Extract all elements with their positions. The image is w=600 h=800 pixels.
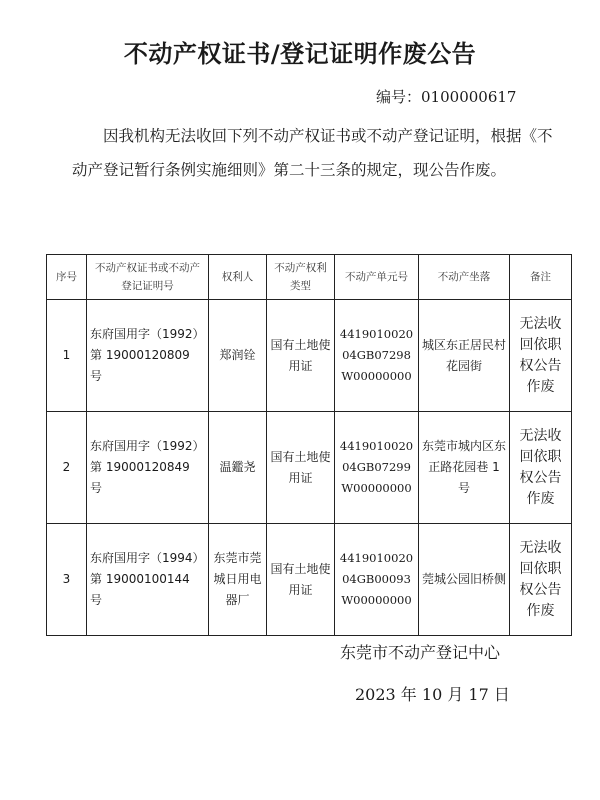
header-note: 备注 [510, 255, 572, 300]
header-seq: 序号 [47, 255, 87, 300]
cell-holder: 温鑑尧 [209, 412, 267, 524]
cell-right-type: 国有土地使用证 [267, 524, 335, 636]
cell-unit-no: 441901002004GB00093W00000000 [335, 524, 419, 636]
cell-unit-no: 441901002004GB07298W00000000 [335, 300, 419, 412]
table-row [47, 524, 572, 636]
document-number-value: 0100000617 [421, 88, 517, 106]
cell-cert: 东府国用字（1992）第 19000120809 号 [87, 300, 209, 412]
issuing-organization: 东莞市不动产登记中心 [340, 643, 501, 662]
cell-unit-no: 441901002004GB07299W00000000 [335, 412, 419, 524]
cell-seq: 3 [47, 524, 87, 636]
cell-right-type: 国有土地使用证 [267, 412, 335, 524]
issue-date: 2023 年 10 月 17 日 [355, 685, 510, 704]
table-header-row [47, 255, 572, 300]
header-holder: 权利人 [209, 255, 267, 300]
cell-right-type: 国有土地使用证 [267, 300, 335, 412]
document-number-label: 编号： [376, 88, 422, 106]
header-right-type: 不动产权利类型 [267, 255, 335, 300]
cell-location: 城区东正居民村花园街 [419, 300, 510, 412]
cell-location: 东莞市城内区东正路花园巷 1 号 [419, 412, 510, 524]
cell-holder: 东莞市莞城日用电器厂 [209, 524, 267, 636]
cell-seq: 1 [47, 300, 87, 412]
cell-holder: 郑润铨 [209, 300, 267, 412]
cell-cert: 东府国用字（1992）第 19000120849 号 [87, 412, 209, 524]
table-row [47, 300, 572, 412]
invalidated-certificates-table [46, 254, 572, 636]
document-number [376, 86, 516, 107]
cell-note: 无法收回依职权公告作废 [510, 524, 572, 636]
notice-body [72, 119, 554, 187]
cell-location: 莞城公园旧桥侧 [419, 524, 510, 636]
table-row [47, 412, 572, 524]
cell-note: 无法收回依职权公告作废 [510, 300, 572, 412]
cell-cert: 东府国用字（1994）第 19000100144 号 [87, 524, 209, 636]
header-location: 不动产坐落 [419, 255, 510, 300]
notice-paragraph: 因我机构无法收回下列不动产权证书或不动产登记证明，根据《不动产登记暂行条例实施细则》第二十三条的规定，现公告作废。 [72, 127, 553, 179]
cell-note: 无法收回依职权公告作废 [510, 412, 572, 524]
header-unit-no: 不动产单元号 [335, 255, 419, 300]
page-title: 不动产权证书/登记证明作废公告 [123, 40, 477, 68]
cell-seq: 2 [47, 412, 87, 524]
header-cert: 不动产权证书或不动产登记证明号 [87, 255, 209, 300]
